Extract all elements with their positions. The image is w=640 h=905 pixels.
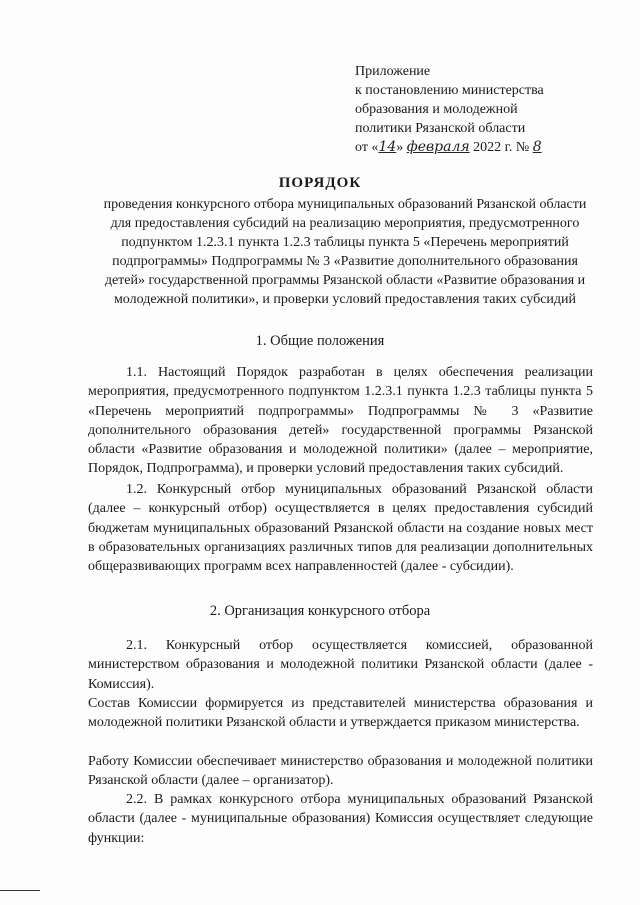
date-prefix: от « — [355, 140, 379, 155]
date-month: февраля — [406, 139, 470, 155]
annex-date-line — [355, 138, 615, 157]
document-number: 8 — [532, 139, 542, 155]
section-2-paragraph-2: Состав Комиссии формируется из представителей министерства образования и молодежной политики Рязанской области и утверждается приказом министерства. — [88, 696, 593, 731]
section-2-paragraph-3: Работу Комиссии обеспечивает министерство образования и молодежной политики Рязанской области (далее – организатор). — [88, 754, 593, 789]
date-suffix: 2022 г. № — [469, 140, 530, 155]
section-1-paragraph-1: 1.1. Настоящий Порядок разработан в целях обеспечения реализации мероприятия, предусмотренного подпунктом 1.2.3.1 пункта 1.2.3 таблицы пункта 5 «Перечень мероприятий подпрограммы» Подпрограммы № 3 «Развитие дополнительного образования детей» государственной программы Рязанской области «Развитие образования и молодежной политики» (далее – мероприятие, Порядок, Подпрограмма), и проверки условий предоставления таких субсидий. — [88, 365, 593, 477]
footer-rule — [0, 890, 40, 891]
document-title: ПОРЯДОК — [278, 175, 362, 191]
annex-line-3: образования и молодежной — [355, 102, 518, 117]
section-1-heading: 1. Общие положения — [255, 333, 385, 349]
date-mid: » — [396, 140, 407, 155]
annex-block — [355, 62, 615, 157]
section-2-paragraph-4: 2.2. В рамках конкурсного отбора муниципальных образований Рязанской области (далее - муниципальные образования) Комиссия осуществляет следующие функции: — [88, 792, 593, 846]
section-2-heading: 2. Организация конкурсного отбора — [209, 603, 431, 619]
date-day: 14 — [378, 139, 397, 155]
annex-line-2: к постановлению министерства — [355, 83, 544, 98]
document-subtitle: проведения конкурсного отбора муниципальных образований Рязанской области для предоставления субсидий на реализацию мероприятия, предусмотренного подпунктом 1.2.3.1 пункта 1.2.3 таблицы пункта 5 «Перечень мероприятий подпрограммы» Подпрограммы № 3 «Развитие дополнительного образования детей» государственной программы Рязанской области «Развитие образования и молодежной политики», и проверки условий предоставления таких субсидий — [103, 197, 587, 307]
section-2-paragraph-1: 2.1. Конкурсный отбор осуществляется комиссией, образованной министерством образования и молодежной политики Рязанской области (далее - Комиссия). — [88, 638, 593, 692]
annex-line-1: Приложение — [355, 64, 431, 79]
annex-line-4: политики Рязанской области — [355, 121, 526, 136]
section-1-paragraph-2: 1.2. Конкурсный отбор муниципальных образований Рязанской области (далее – конкурсный отбор) осуществляется в целях предоставления субсидий бюджетам муниципальных образований Рязанской области на создание новых мест в образовательных организациях различных типов для реализации дополнительных общеразвивающих программ всех направленностей (далее - субсидии). — [88, 482, 593, 575]
